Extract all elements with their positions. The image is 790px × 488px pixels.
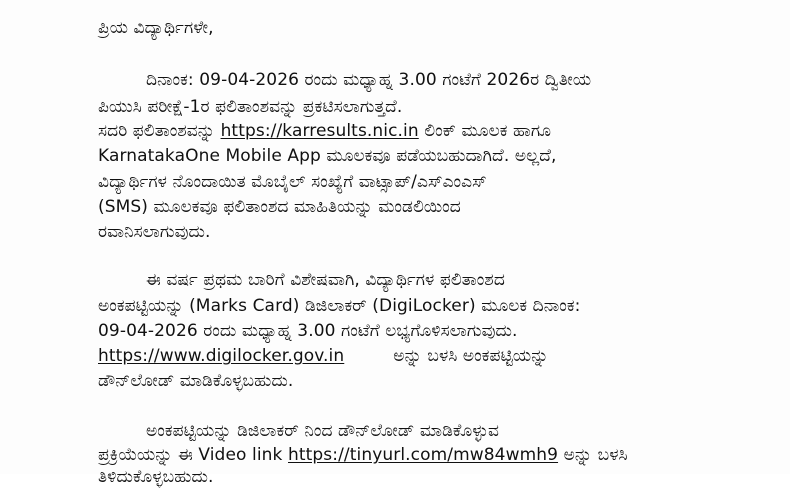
paragraph3-line2-text-after: ಅನ್ನು ಬಳಸಿ [563, 445, 628, 465]
paragraph1-line3-text: ಸದರಿ ಫಲಿತಾಂಶವನ್ನು [98, 121, 216, 141]
paragraph2-line4-text: ಅನ್ನು ಬಳಸಿ ಅಂಕಪಟ್ಟಿಯನ್ನು [393, 346, 549, 366]
paragraph1-line4: KarnatakaOne Mobile App ಮೂಲಕವೂ ಪಡೆಯಬಹುದಾಗಿದೆ. ಅಲ್ಲದೆ, [98, 146, 557, 166]
paragraph3-line3: ತಿಳಿದುಕೊಳ್ಳಬಹುದು. [98, 467, 214, 487]
digilocker-link[interactable]: https://www.digilocker.gov.in [98, 346, 345, 366]
paragraph2-line5: ಡೌನ್‌ಲೋಡ್ ಮಾಡಿಕೊಳ್ಳಬಹುದು. [98, 371, 294, 391]
paragraph2-line2: ಅಂಕಪಟ್ಟಿಯನ್ನು (Marks Card) ಡಿಜಿಲಾಕರ್ (DigiLocker) ಮೂಲಕ ದಿನಾಂಕ: [98, 296, 581, 316]
paragraph3-line2-text: ಪ್ರಕ್ರಿಯೆಯನ್ನು ಈ Video link [98, 445, 283, 465]
paragraph1-line1: ದಿನಾಂಕ: 09-04-2026 ರಂದು ಮಧ್ಯಾಹ್ನ 3.00 ಗಂಟೆಗೆ 2026ರ ದ್ವಿತೀಯ [146, 70, 592, 90]
paragraph3-line2 [98, 444, 628, 466]
salutation: ಪ್ರಿಯ ವಿದ್ಯಾರ್ಥಿಗಳೇ, [98, 18, 214, 38]
paragraph1-line3-text-after: ಲಿಂಕ್ ಮೂಲಕ ಹಾಗೂ [424, 121, 552, 141]
paragraph1-line2: ಪಿಯುಸಿ ಪರೀಕ್ಷೆ-1ರ ಫಲಿತಾಂಶವನ್ನು ಪ್ರಕಟಿಸಲಾಗುತ್ತದೆ. [98, 97, 403, 117]
paragraph1-line6: (SMS) ಮೂಲಕವೂ ಫಲಿತಾಂಶದ ಮಾಹಿತಿಯನ್ನು ಮಂಡಲಿಯಿಂದ [98, 197, 461, 217]
video-link[interactable]: https://tinyurl.com/mw84wmh9 [288, 445, 559, 465]
paragraph3-line1: ಅಂಕಪಟ್ಟಿಯನ್ನು ಡಿಜಿಲಾಕರ್ ನಿಂದ ಡೌನ್‌ಲೋಡ್ ಮಾಡಿಕೊಳ್ಳುವ [146, 421, 500, 441]
paragraph2-line4 [98, 345, 549, 367]
karresults-link[interactable]: https://karresults.nic.in [220, 121, 419, 141]
paragraph1-line3 [98, 120, 551, 142]
paragraph2-line1: ಈ ವರ್ಷ ಪ್ರಥಮ ಬಾರಿಗೆ ವಿಶೇಷವಾಗಿ, ವಿದ್ಯಾರ್ಥಿಗಳ ಫಲಿತಾಂಶದ [146, 270, 505, 290]
paragraph1-line7: ರವಾನಿಸಲಾಗುವುದು. [98, 222, 211, 242]
paragraph1-line5: ವಿದ್ಯಾರ್ಥಿಗಳ ನೊಂದಾಯಿತ ಮೊಬೈಲ್ ಸಂಖ್ಯೆಗೆ ವಾಟ್ಸಾಪ್/ಎಸ್‌ಎಂಎಸ್ [98, 172, 487, 192]
paragraph2-line3: 09-04-2026 ರಂದು ಮಧ್ಯಾಹ್ನ 3.00 ಗಂಟೆಗೆ ಲಭ್ಯಗೊಳಿಸಲಾಗುವುದು. [98, 321, 518, 341]
